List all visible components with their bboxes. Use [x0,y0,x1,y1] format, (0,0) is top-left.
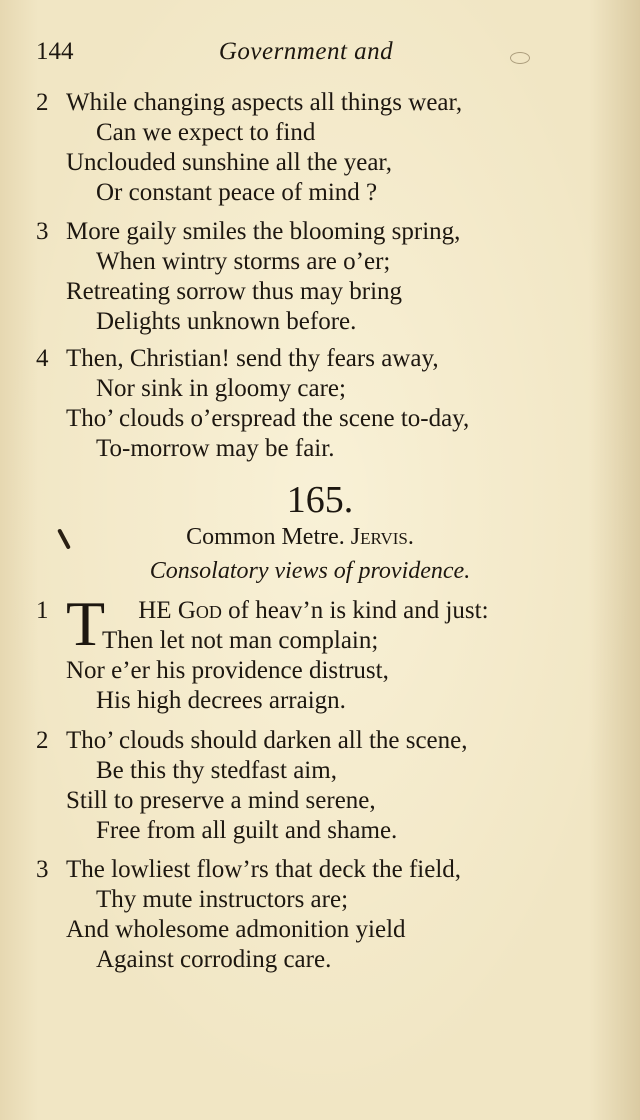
verse-line: Unclouded sunshine all the year, [66,149,392,176]
stanza-164-4 [36,344,596,464]
verse-opening: HE [138,597,172,624]
stanza-164-2 [36,88,596,208]
verse-line: Can we expect to find [96,119,316,146]
verse-line [36,217,596,247]
verse-line [36,88,596,118]
verse-line: Against corroding care. [96,946,332,973]
hymn-number: 165. [286,479,354,521]
verse-line [36,344,596,374]
drop-cap: T [66,588,106,659]
page-header [36,38,576,72]
composer-name: Jervis. [350,524,414,550]
verse-line: Delights unknown before. [96,308,357,335]
verse-text: While changing aspects all things wear, [66,89,463,116]
ink-blot-mark [510,52,530,64]
stanza-165-1 [36,588,596,716]
verse-line [36,855,596,885]
hymn-title: Consolatory views of providence. [149,558,471,584]
meter-line [0,524,600,551]
verse-line: Tho’ clouds o’erspread the scene to-day, [66,405,470,432]
stanza-number: 4 [36,345,49,372]
page-number: 144 [36,38,74,65]
verse-line: Retreating sorrow thus may bring [66,278,403,305]
stanza-165-3 [36,855,596,975]
stanza-164-3 [36,217,596,337]
verse-text-end: of heav’n is kind and just: [228,597,489,624]
verse-line [36,726,596,756]
stanza-number: 2 [36,89,49,116]
verse-line: Nor e’er his providence distrust, [66,657,389,684]
meter-label: Common Metre. [186,524,345,550]
verse-line: Free from all guilt and shame. [96,817,398,844]
verse-line: And wholesome admonition yield [66,916,406,943]
verse-line: When wintry storms are o’er; [96,248,391,275]
verse-line: Then let not man complain; [102,627,379,654]
stanza-number: 2 [36,727,49,754]
verse-line: Still to preserve a mind serene, [66,787,376,814]
stanza-number: 1 [36,597,49,624]
verse-line: To-morrow may be fair. [96,435,335,462]
stanza-number: 3 [36,218,49,245]
verse-line: His high decrees arraign. [96,687,346,714]
verse-text: The lowliest flow’rs that deck the field, [66,856,462,883]
stanza-165-2 [36,726,596,846]
verse-god-word: God [177,597,222,624]
verse-line: Or constant peace of mind ? [96,179,378,206]
verse-text [72,597,488,624]
stanza-number: 3 [36,856,49,883]
verse-text: More gaily smiles the blooming spring, [66,218,461,245]
verse-text: Tho’ clouds should darken all the scene, [66,727,468,754]
verse-line: Thy mute instructors are; [96,886,349,913]
running-head: Government and [218,38,394,65]
verse-line: Be this thy stedfast aim, [96,757,337,784]
verse-text: Then, Christian! send thy fears away, [66,345,439,372]
verse-line: Nor sink in gloomy care; [96,375,346,402]
